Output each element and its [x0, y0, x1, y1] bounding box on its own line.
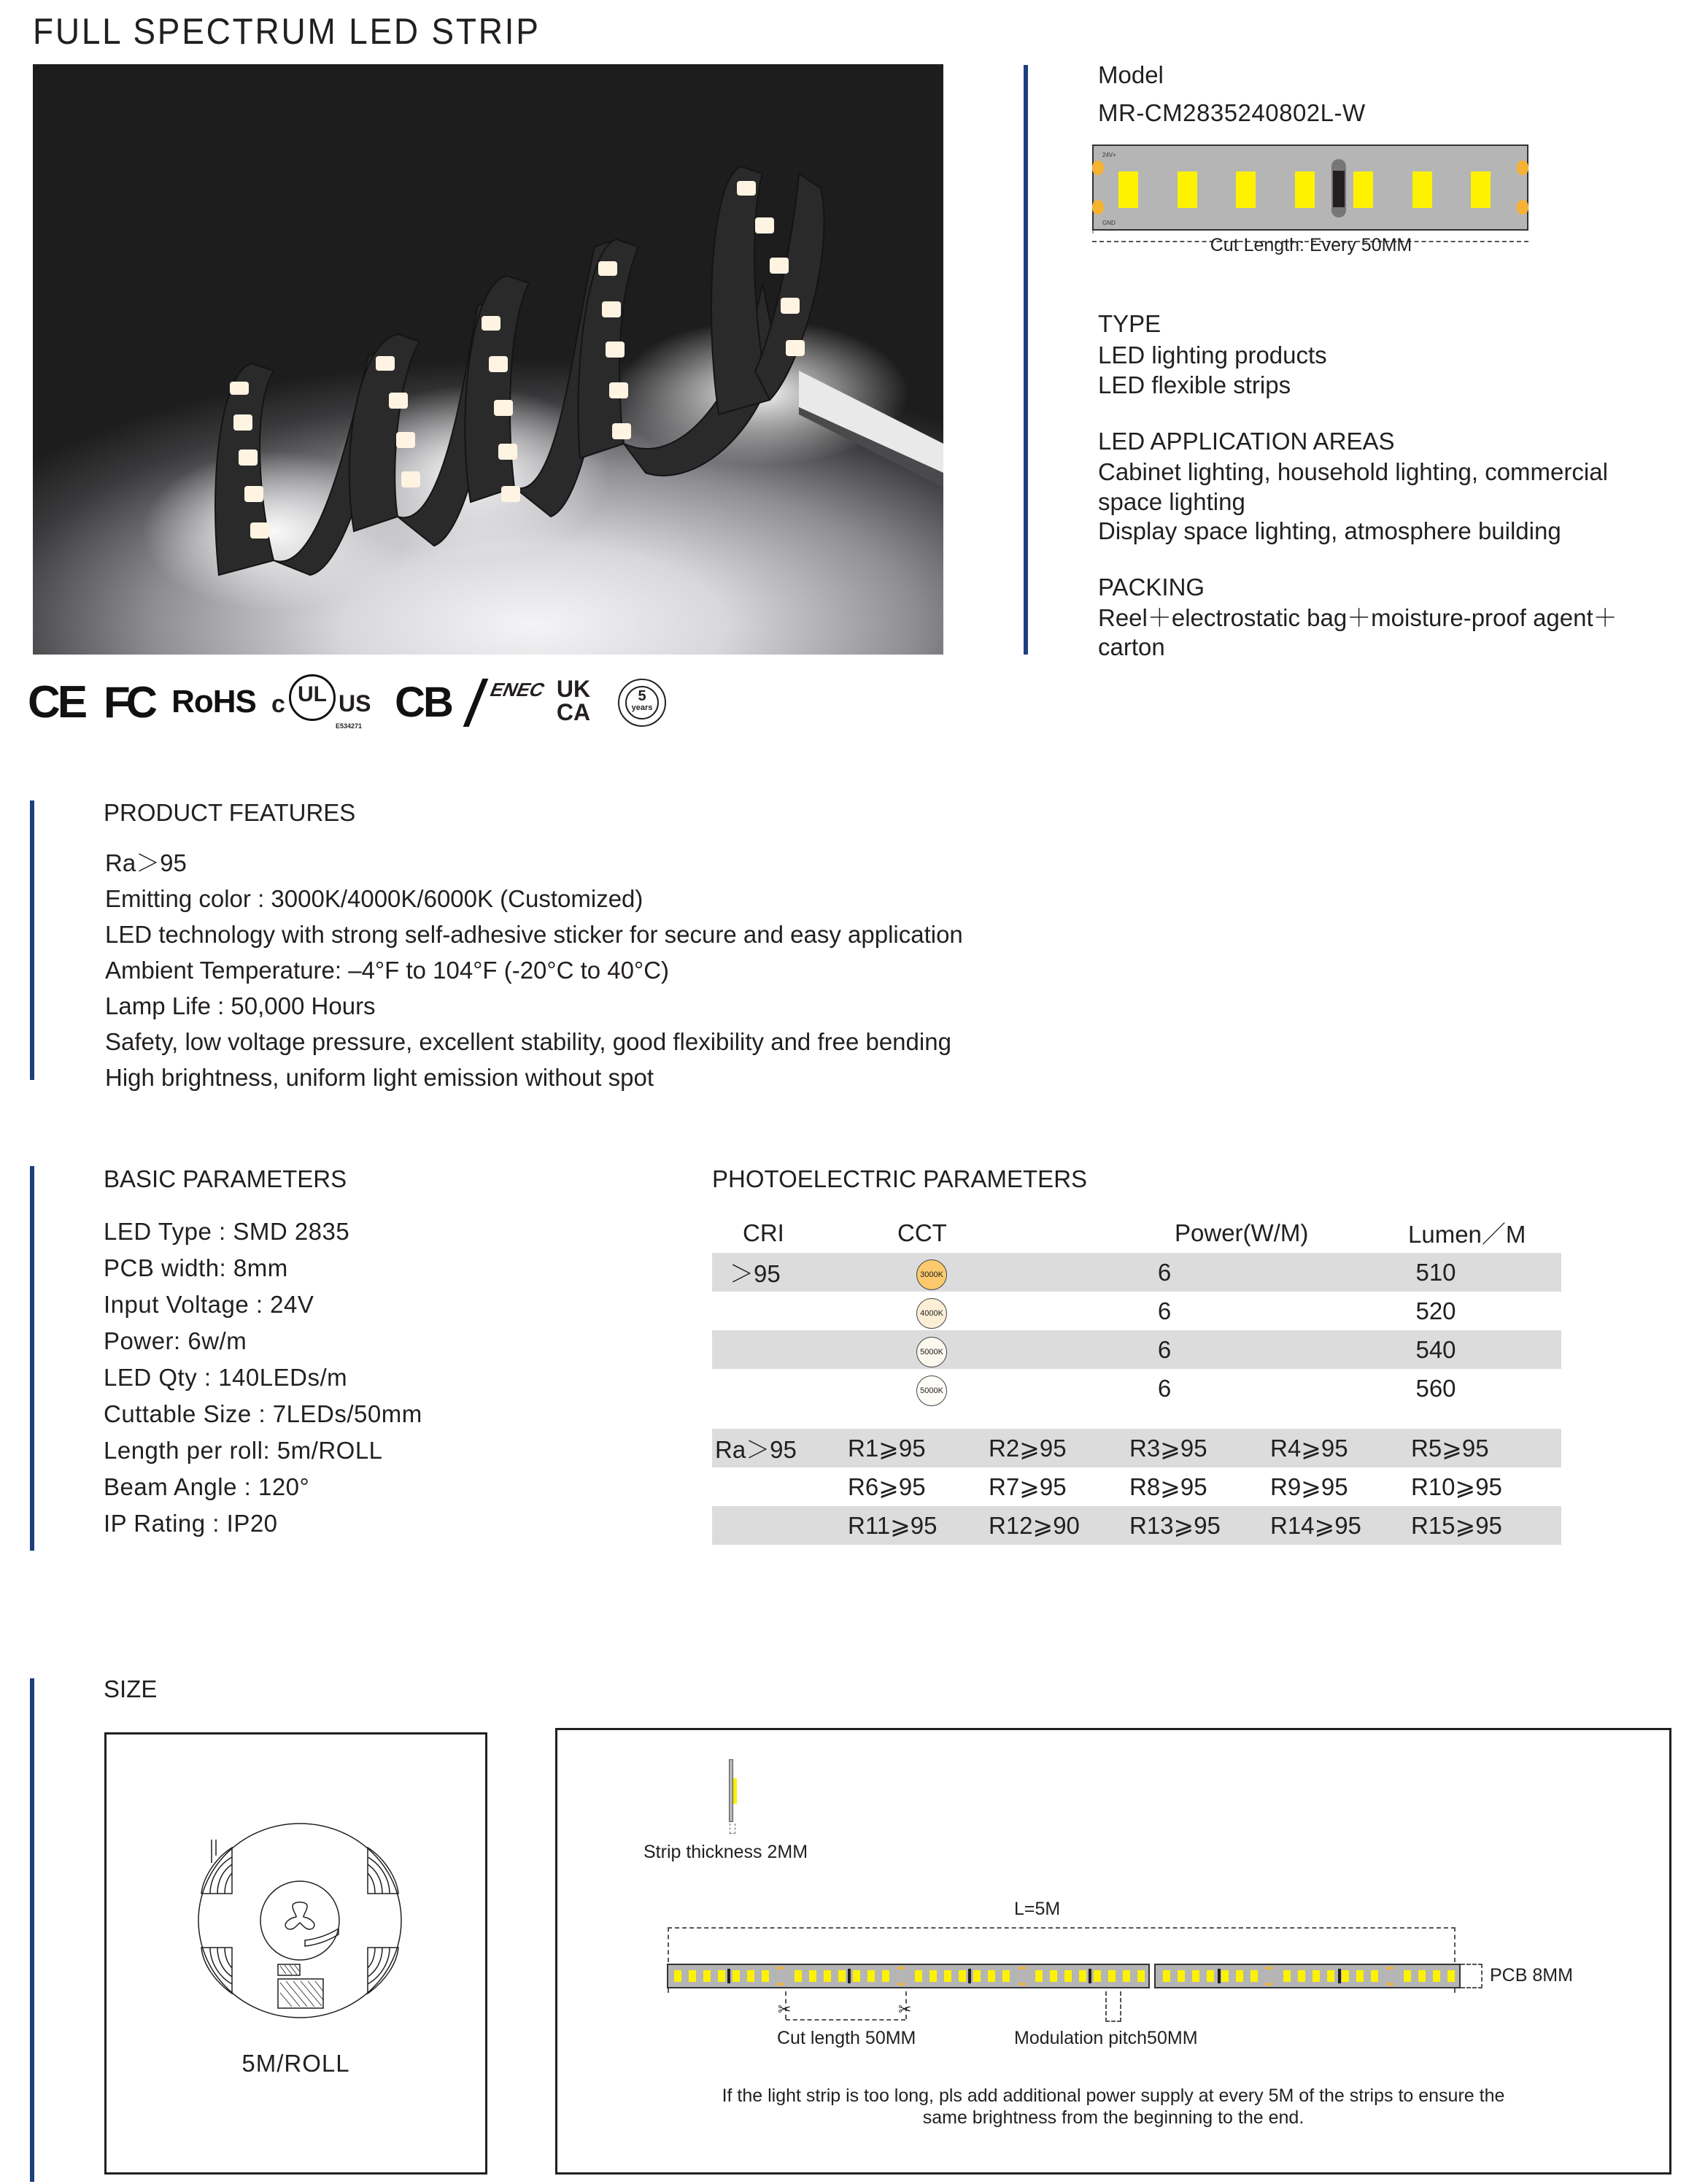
application-line: Cabinet lighting, household lighting, commercial [1098, 458, 1608, 485]
lumen-value: 520 [1415, 1297, 1456, 1324]
application-line: space lighting [1098, 488, 1245, 515]
svg-text:GND: GND [1102, 220, 1116, 226]
ra-cell: R2⩾95 [989, 1435, 1067, 1462]
ra-cell: R10⩾95 [1411, 1473, 1502, 1500]
column-header-cri: CRI [743, 1219, 784, 1246]
strip-segment-diagram [1092, 144, 1530, 239]
accent-bar-basic [30, 1166, 34, 1551]
modulation-pitch-marker [1105, 1991, 1121, 2022]
packing-line: carton [1098, 633, 1165, 660]
table-row [712, 1292, 1561, 1330]
column-header-power: Power(W/M) [1175, 1219, 1309, 1246]
ra-cell: R12⩾90 [989, 1512, 1080, 1539]
reel-drawing-icon [194, 1815, 406, 2026]
application-label: LED APPLICATION AREAS [1098, 428, 1395, 455]
ce-mark-icon: CE [27, 676, 85, 728]
scissors-icon: ✂ [778, 2000, 792, 2018]
feature-item: LED technology with strong self-adhesive sticker for secure and easy application [105, 921, 963, 948]
svg-text:24V+: 24V+ [1102, 152, 1116, 158]
ra-row [712, 1506, 1561, 1545]
ra-cell: R7⩾95 [989, 1473, 1067, 1500]
table-row [712, 1253, 1561, 1292]
cul-us-mark-icon: c UL US E534271 [271, 673, 374, 734]
pcb-width-label: PCB 8MM [1490, 1965, 1573, 1986]
strip-thickness-label: Strip thickness 2MM [643, 1842, 808, 1862]
power-value: 6 [1157, 1258, 1172, 1286]
ra-cell: R4⩾95 [1270, 1435, 1348, 1462]
pcb-width-bracket [1461, 1964, 1483, 1988]
page-title: FULL SPECTRUM LED STRIP [33, 11, 541, 52]
packing-label: PACKING [1098, 574, 1205, 601]
thickness-dimension-marker [730, 1824, 735, 1834]
cct-swatch-3000k: 3000K [916, 1259, 947, 1290]
parameter-item: Input Voltage : 24V [104, 1291, 314, 1318]
ra-row [712, 1429, 1561, 1467]
accent-bar-size [30, 1678, 34, 2182]
ra-cell: Ra＞95 [715, 1436, 797, 1463]
table-header-row [712, 1213, 1561, 1253]
ra-cell: R6⩾95 [848, 1473, 926, 1500]
strip-dimension-box [555, 1728, 1671, 2175]
basic-parameters-heading: BASIC PARAMETERS [104, 1165, 347, 1192]
parameter-item: Power: 6w/m [104, 1327, 247, 1354]
cct-swatch-4000k: 4000K [916, 1298, 947, 1329]
lumen-value: 510 [1415, 1258, 1456, 1286]
ra-cell: R15⩾95 [1411, 1512, 1502, 1539]
ra-cell: R14⩾95 [1270, 1512, 1361, 1539]
column-header-cct: CCT [897, 1219, 947, 1246]
photoelectric-heading: PHOTOELECTRIC PARAMETERS [712, 1165, 1088, 1192]
feature-item: Ambient Temperature: –4°F to 104°F (-20°C to 40°C) [105, 957, 670, 984]
features-heading: PRODUCT FEATURES [104, 799, 356, 826]
rohs-mark-icon: RoHS [171, 684, 256, 719]
ra-row [712, 1467, 1561, 1506]
parameter-item: LED Type : SMD 2835 [104, 1218, 350, 1245]
power-supply-note [557, 2085, 1669, 2129]
note-line: If the light strip is too long, pls add additional power supply at every 5M of the strips to ensure the [722, 2085, 1505, 2106]
cct-swatch-5000k: 5000K [916, 1337, 947, 1367]
length-label: L=5M [1014, 1899, 1061, 1919]
parameter-item: PCB width: 8mm [104, 1254, 288, 1281]
packing-line: Reel＋electrostatic bag＋moisture-proof agent＋ [1098, 604, 1617, 631]
enec-mark-icon: ENEC [463, 679, 540, 727]
power-value: 6 [1157, 1297, 1172, 1324]
ra-cell: R13⩾95 [1129, 1512, 1221, 1539]
features-list [105, 845, 963, 1095]
led-side-icon [733, 1778, 737, 1804]
ra-cell: R3⩾95 [1129, 1435, 1207, 1462]
parameter-item: Beam Angle : 120° [104, 1473, 310, 1500]
modulation-pitch-label: Modulation pitch50MM [1014, 2028, 1198, 2048]
scissors-icon: ✂ [898, 2000, 912, 2018]
cb-mark-icon: CB [395, 678, 452, 726]
accent-bar-model [1024, 65, 1028, 655]
feature-item: Lamp Life : 50,000 Hours [105, 992, 376, 1019]
ra-cell: R11⩾95 [848, 1512, 938, 1539]
roll-box [104, 1732, 487, 2175]
column-header-lumen: Lumen／M [1408, 1221, 1526, 1248]
table-row [712, 1330, 1561, 1369]
photoelectric-table [712, 1213, 1561, 1408]
cut-length-label: Cut length 50MM [777, 2028, 916, 2048]
table-row [712, 1369, 1561, 1408]
ra-cell: R1⩾95 [848, 1435, 926, 1462]
led-strip-photo-illustration [33, 64, 943, 655]
ra-values-table [712, 1429, 1561, 1545]
product-photo [33, 64, 943, 655]
parameter-item: LED Qty : 140LEDs/m [104, 1364, 348, 1391]
feature-item: High brightness, uniform light emission without spot [105, 1064, 654, 1091]
ra-cell: R9⩾95 [1270, 1473, 1348, 1500]
model-number: MR-CM2835240802L-W [1098, 99, 1366, 126]
parameter-item: IP Rating : IP20 [104, 1510, 278, 1537]
power-value: 6 [1157, 1335, 1172, 1363]
cut-length-caption: Cut Length: Every 50MM [1210, 235, 1412, 255]
fcc-mark-icon: FC [104, 677, 153, 727]
ra-cell: R8⩾95 [1129, 1473, 1207, 1500]
ra-cell: R5⩾95 [1411, 1435, 1489, 1462]
cri-value: ＞95 [730, 1260, 781, 1287]
size-heading: SIZE [104, 1675, 158, 1702]
model-label: Model [1098, 61, 1164, 88]
cut-length-dimension [786, 2019, 905, 2021]
parameter-item: Cuttable Size : 7LEDs/50mm [104, 1400, 422, 1427]
feature-item: Ra＞95 [105, 849, 187, 876]
warranty-5-years-icon: 5 years [618, 679, 666, 727]
roll-length-label: 5M/ROLL [241, 2050, 350, 2077]
lumen-value: 540 [1415, 1335, 1456, 1363]
accent-bar-features [30, 800, 34, 1080]
ukca-mark-icon: UK CA [556, 676, 591, 725]
basic-parameters-list [104, 1213, 422, 1542]
feature-item: Emitting color : 3000K/4000K/6000K (Customized) [105, 885, 643, 912]
cct-swatch-5000k: 5000K [916, 1375, 947, 1406]
type-line: LED flexible strips [1098, 371, 1291, 398]
application-line: Display space lighting, atmosphere building [1098, 517, 1561, 544]
type-line: LED lighting products [1098, 342, 1327, 368]
power-value: 6 [1157, 1374, 1172, 1402]
parameter-item: Length per roll: 5m/ROLL [104, 1437, 383, 1464]
feature-item: Safety, low voltage pressure, excellent stability, good flexibility and free bending [105, 1028, 951, 1055]
type-label: TYPE [1098, 310, 1161, 337]
lumen-value: 560 [1415, 1374, 1456, 1402]
note-line: same brightness from the beginning to the end. [922, 2107, 1304, 2128]
